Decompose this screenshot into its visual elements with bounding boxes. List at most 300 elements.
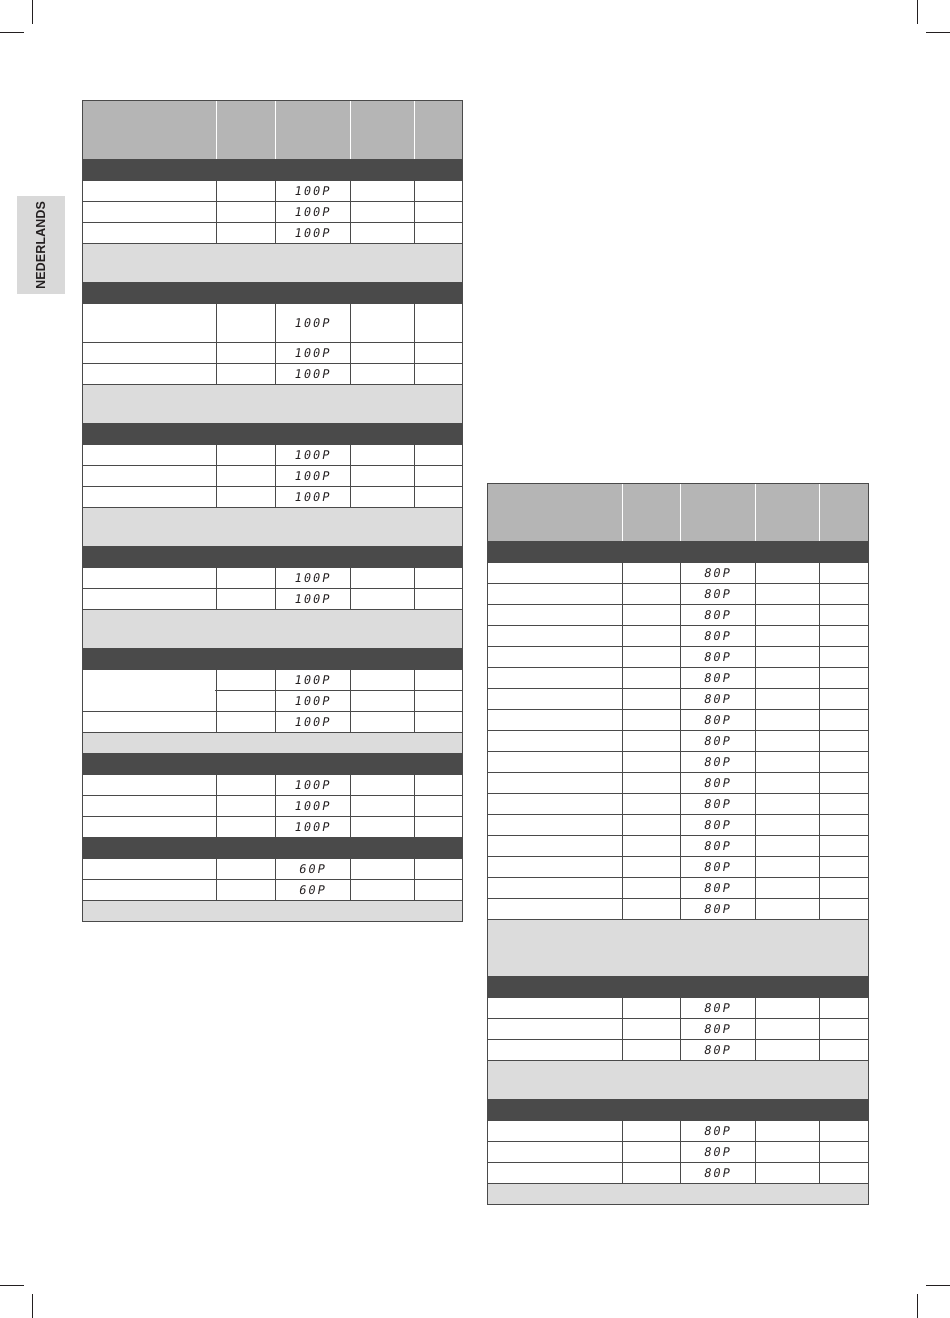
table-cell [83,304,216,342]
table-cell [350,670,414,690]
table-cell [488,752,622,772]
table-cell [275,796,350,816]
table-cell [488,710,622,730]
table-cell [414,304,462,342]
table-cell [275,445,350,465]
table-row [488,668,868,689]
table-cell [488,605,622,625]
table-cell [275,181,350,201]
power-display-readout: 80P [702,881,734,895]
power-display-readout: 80P [702,629,734,643]
table-cell [414,817,462,837]
table-cell [819,710,868,730]
table-cell [622,626,680,646]
table-cell [819,731,868,751]
merged-cell-mask [83,689,215,691]
table-row [83,343,462,364]
table-cell [83,364,216,384]
table-row [488,1040,868,1061]
power-display-readout: 80P [702,650,734,664]
table-cell [216,202,275,222]
table-row [488,1019,868,1040]
table-cell [488,836,622,856]
table-cell [216,304,275,342]
table-cell [622,1040,680,1060]
power-display-readout: 100P [293,715,333,729]
table-cell [755,773,819,793]
header-cell [622,484,680,541]
table-cell [755,689,819,709]
table-cell [216,466,275,486]
table-cell [680,1121,755,1141]
table-cell [216,859,275,879]
table-cell [414,223,462,243]
table-cell [622,689,680,709]
power-display-readout: 100P [293,448,333,462]
crop-mark [32,1294,33,1318]
table-cell [755,815,819,835]
table-row [83,859,462,880]
table-row [83,712,462,733]
table-cell [819,584,868,604]
table-cell [350,775,414,795]
table-cell [755,710,819,730]
table-row [488,1121,868,1142]
table-cell [819,647,868,667]
table-cell [350,859,414,879]
table-cell [350,445,414,465]
language-tab [17,196,65,294]
table-cell [414,343,462,363]
section-note-row [83,244,462,283]
table-cell [622,668,680,688]
table-cell [488,731,622,751]
program-table-right [487,483,869,1205]
table-cell [680,815,755,835]
table-cell [414,202,462,222]
table-row [488,752,868,773]
table-cell [622,710,680,730]
table-cell [819,899,868,919]
table-row [83,880,462,901]
table-cell [755,731,819,751]
table-row [83,181,462,202]
table-cell [819,689,868,709]
table-cell [680,998,755,1018]
power-display-readout: 80P [702,692,734,706]
table-cell [755,998,819,1018]
table-cell [755,626,819,646]
table-cell [350,364,414,384]
table-cell [275,712,350,732]
power-display-readout: 100P [293,799,333,813]
table-row [83,202,462,223]
table-cell [275,691,350,711]
table-cell [755,857,819,877]
power-display-readout: 100P [293,184,333,198]
table-cell [680,1163,755,1183]
crop-mark [926,1285,950,1286]
table-cell [755,794,819,814]
table-cell [819,1142,868,1162]
section-header-row [83,754,462,775]
table-cell [83,775,216,795]
table-cell [488,563,622,583]
table-cell [275,817,350,837]
table-row [488,1142,868,1163]
power-display-readout: 80P [702,1022,734,1036]
table-row [488,710,868,731]
table-cell [819,815,868,835]
table-cell [819,752,868,772]
power-display-readout: 80P [702,902,734,916]
table-row [488,563,868,584]
table-row [83,466,462,487]
table-header-row [488,484,868,542]
table-cell [83,466,216,486]
table-cell [488,689,622,709]
section-note-row [83,610,462,649]
table-cell [216,181,275,201]
header-cell [680,484,755,541]
table-cell [755,899,819,919]
table-cell [488,857,622,877]
power-display-readout: 100P [293,346,333,360]
power-display-readout: 80P [702,1001,734,1015]
power-display-readout: 80P [702,608,734,622]
table-cell [414,445,462,465]
power-display-readout: 80P [702,1043,734,1057]
table-row [488,794,868,815]
table-cell [414,568,462,588]
table-header-row [83,101,462,160]
table-cell [488,584,622,604]
table-cell [83,487,216,507]
table-cell [819,857,868,877]
table-row [83,589,462,610]
power-display-readout: 80P [702,860,734,874]
table-row [488,1163,868,1184]
table-cell [275,223,350,243]
language-label: NEDERLANDS [34,201,48,289]
table-cell [216,796,275,816]
power-display-readout: 80P [702,1166,734,1180]
table-cell [680,878,755,898]
table-cell [622,794,680,814]
table-cell [83,343,216,363]
table-cell [216,364,275,384]
table-cell [819,626,868,646]
table-cell [216,445,275,465]
table-cell [275,202,350,222]
power-display-readout: 100P [293,367,333,381]
table-cell [680,584,755,604]
table-cell [275,775,350,795]
power-display-readout: 100P [293,673,333,687]
table-row [83,487,462,508]
table-row [488,647,868,668]
power-display-readout: 60P [297,883,329,897]
table-cell [755,836,819,856]
table-cell [622,998,680,1018]
table-cell [819,1163,868,1183]
table-row [488,878,868,899]
power-display-readout: 80P [702,671,734,685]
table-cell [755,1142,819,1162]
table-cell [680,626,755,646]
table-cell [350,223,414,243]
table-cell [622,752,680,772]
table-cell [819,1019,868,1039]
table-cell [414,466,462,486]
table-cell [755,1040,819,1060]
table-cell [350,568,414,588]
table-cell [680,605,755,625]
power-display-readout: 80P [702,776,734,790]
power-display-readout: 100P [293,226,333,240]
table-row [83,796,462,817]
table-cell [83,859,216,879]
section-header-row [83,649,462,670]
table-cell [275,859,350,879]
table-cell [755,605,819,625]
table-cell [414,670,462,690]
table-row [488,626,868,647]
table-cell [622,1019,680,1039]
table-row [83,568,462,589]
power-display-readout: 80P [702,1145,734,1159]
table-cell [622,1142,680,1162]
table-cell [83,796,216,816]
table-cell [755,668,819,688]
power-display-readout: 100P [293,316,333,330]
header-cell [350,101,414,159]
section-note-row [488,920,868,977]
table-cell [680,563,755,583]
table-cell [488,626,622,646]
power-display-readout: 100P [293,205,333,219]
table-cell [488,794,622,814]
table-cell [83,223,216,243]
table-cell [350,466,414,486]
power-display-readout: 80P [702,839,734,853]
crop-mark [0,1285,24,1286]
table-cell [488,1121,622,1141]
table-cell [350,202,414,222]
table-cell [680,836,755,856]
table-cell [819,794,868,814]
power-display-readout: 100P [293,592,333,606]
header-cell [755,484,819,541]
table-cell [350,589,414,609]
table-cell [680,1040,755,1060]
table-row [83,670,462,691]
section-header-row [83,424,462,445]
table-cell [350,796,414,816]
table-cell [488,878,622,898]
table-cell [414,796,462,816]
crop-mark [32,0,33,24]
table-cell [488,899,622,919]
table-cell [622,1121,680,1141]
header-cell [488,484,622,541]
power-display-readout: 100P [293,694,333,708]
section-header-row [83,838,462,859]
table-cell [275,487,350,507]
table-row [488,584,868,605]
table-cell [216,712,275,732]
table-cell [216,568,275,588]
table-row [488,605,868,626]
table-cell [680,857,755,877]
table-cell [216,589,275,609]
table-cell [350,880,414,900]
table-row [488,815,868,836]
power-display-readout: 80P [702,713,734,727]
table-cell [488,1163,622,1183]
table-cell [350,487,414,507]
table-cell [819,773,868,793]
table-cell [414,712,462,732]
table-cell [414,589,462,609]
table-cell [83,589,216,609]
table-row [83,445,462,466]
table-cell [755,563,819,583]
table-cell [680,647,755,667]
table-cell [216,487,275,507]
table-cell [680,1019,755,1039]
table-cell [819,878,868,898]
power-display-readout: 80P [702,1124,734,1138]
table-cell [275,364,350,384]
table-cell [680,752,755,772]
table-cell [622,1163,680,1183]
table-cell [488,668,622,688]
table-cell [488,1019,622,1039]
table-row [488,857,868,878]
table-cell [622,899,680,919]
table-cell [216,343,275,363]
table-cell [622,773,680,793]
power-display-readout: 80P [702,566,734,580]
table-cell [414,859,462,879]
header-cell [275,101,350,159]
header-cell [819,484,868,541]
section-header-row [83,283,462,304]
table-row [83,817,462,838]
table-row [488,773,868,794]
table-cell [350,304,414,342]
table-cell [216,775,275,795]
power-display-readout: 100P [293,469,333,483]
table-cell [83,670,216,690]
section-header-row [488,977,868,998]
table-cell [622,563,680,583]
power-display-readout: 80P [702,755,734,769]
table-cell [488,773,622,793]
table-cell [275,304,350,342]
table-cell [680,710,755,730]
table-cell [350,691,414,711]
section-note-row [488,1184,868,1204]
table-cell [488,1040,622,1060]
power-display-readout: 80P [702,797,734,811]
section-header-row [488,542,868,563]
table-cell [216,223,275,243]
table-cell [83,691,216,711]
crop-mark [917,0,918,24]
table-cell [755,878,819,898]
crop-mark [917,1294,918,1318]
table-cell [755,584,819,604]
table-cell [488,1142,622,1162]
section-header-row [83,547,462,568]
table-cell [680,668,755,688]
section-note-row [83,385,462,424]
table-cell [350,181,414,201]
table-row [83,775,462,796]
table-row [488,731,868,752]
table-row [83,304,462,343]
table-cell [275,343,350,363]
table-cell [414,487,462,507]
table-cell [83,445,216,465]
program-table-left [82,100,463,922]
table-cell [755,647,819,667]
table-cell [622,584,680,604]
section-note-row [83,901,462,921]
table-cell [350,712,414,732]
table-cell [414,181,462,201]
table-cell [680,899,755,919]
power-display-readout: 100P [293,571,333,585]
table-cell [414,880,462,900]
table-cell [819,836,868,856]
table-cell [680,689,755,709]
table-cell [622,605,680,625]
crop-mark [0,32,24,33]
table-cell [819,563,868,583]
power-display-readout: 80P [702,818,734,832]
table-cell [83,817,216,837]
table-row [83,364,462,385]
table-cell [83,880,216,900]
table-cell [83,181,216,201]
table-cell [275,589,350,609]
table-cell [622,836,680,856]
table-cell [819,998,868,1018]
table-row [488,998,868,1019]
table-cell [83,712,216,732]
header-cell [414,101,462,159]
table-cell [819,605,868,625]
table-cell [680,773,755,793]
table-cell [680,794,755,814]
table-cell [216,880,275,900]
table-cell [414,364,462,384]
table-cell [350,817,414,837]
table-cell [622,731,680,751]
power-display-readout: 60P [297,862,329,876]
table-cell [819,1040,868,1060]
table-cell [414,775,462,795]
table-cell [755,1019,819,1039]
power-display-readout: 100P [293,820,333,834]
table-cell [275,670,350,690]
table-cell [216,817,275,837]
table-row [488,689,868,710]
table-cell [819,668,868,688]
